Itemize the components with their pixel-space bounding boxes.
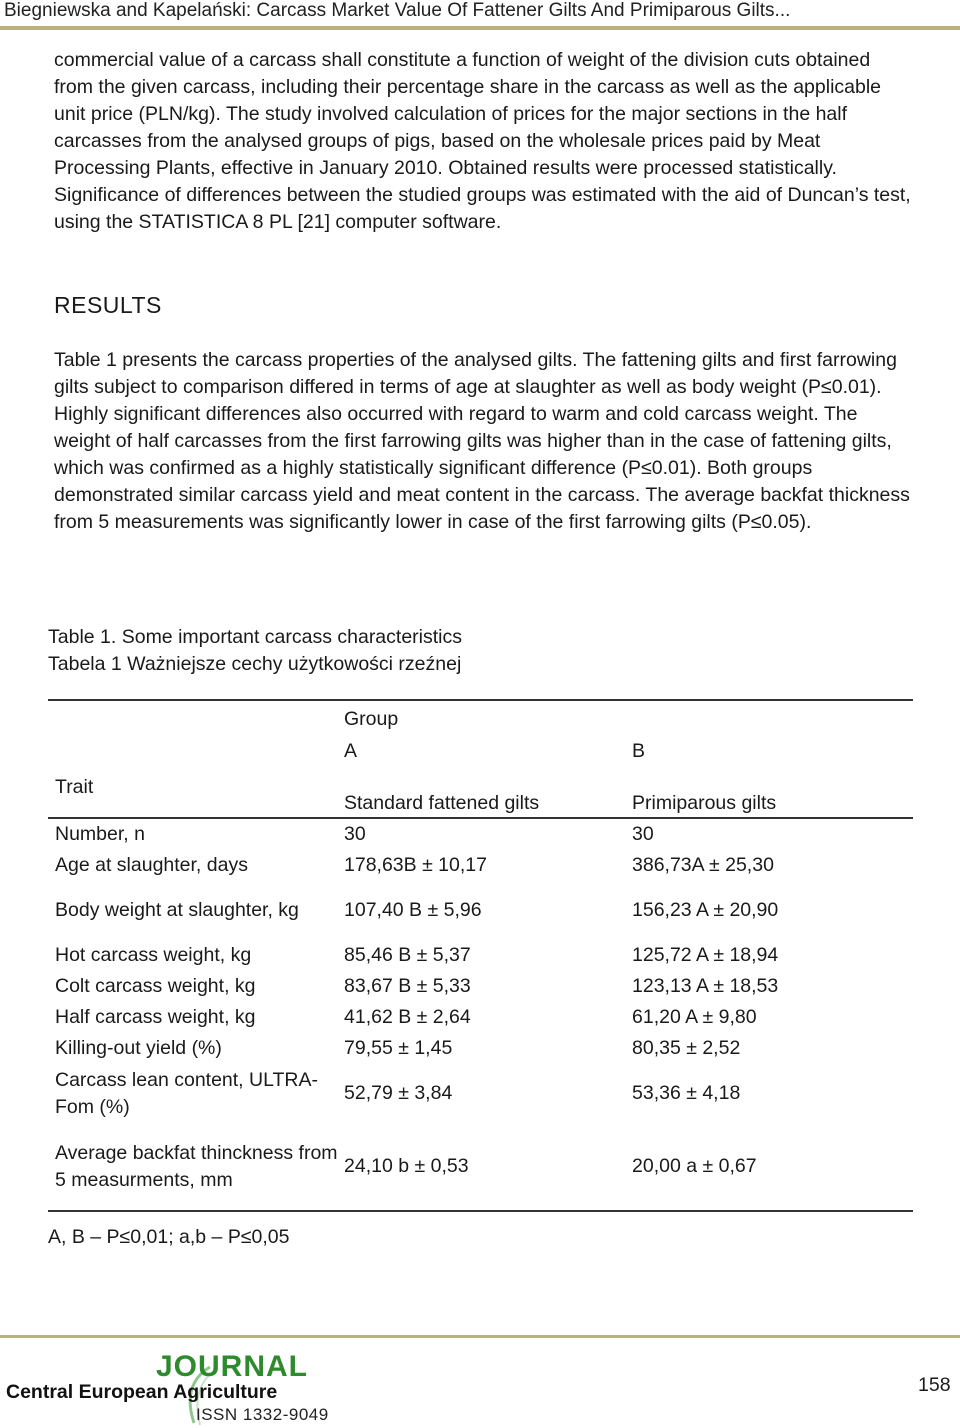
- header-subtitle-b: Primiparous gilts: [632, 792, 777, 814]
- group-b-cell: 80,35 ± 2,52: [632, 1037, 741, 1059]
- trait-cell: Half carcass weight, kg: [55, 1006, 256, 1028]
- header-trait: Trait: [55, 776, 94, 798]
- body-paragraph-1: commercial value of a carcass shall constitute a function of weight of the division cuts obtained from the given carcass, including their percentage share in the carcass as well as the applicable unit price (PLN/kg). The study involved calculation of prices for the major sections in the half carcasses from the analysed groups of pigs, based on the wholesale prices paid by Meat Processing Plants, effective in January 2010. Obtained results were processed statistically. Significance of differences between the studied groups was estimated with the aid of Duncan’s test, using the STATISTICA 8 PL [21] computer software.: [54, 49, 911, 233]
- group-b-cell: 20,00 a ± 0,67: [632, 1155, 757, 1177]
- trait-cell: Colt carcass weight, kg: [55, 975, 256, 997]
- group-b-cell: 125,72 A ± 18,94: [632, 944, 779, 966]
- group-a-cell: 85,46 B ± 5,37: [344, 944, 471, 966]
- table-row: [48, 1033, 913, 1064]
- group-b-cell: 61,20 A ± 9,80: [632, 1006, 757, 1028]
- group-a-cell: 107,40 B ± 5,96: [344, 899, 482, 921]
- table-row: [48, 940, 913, 971]
- footer-rule: [0, 1335, 960, 1338]
- running-head: Biegniewska and Kapelański: Carcass Market Value Of Fattener Gilts And Primiparous Gilts...: [4, 0, 791, 21]
- group-a-cell: 83,67 B ± 5,33: [344, 975, 471, 997]
- logo-journal-text: JOURNAL: [156, 1350, 309, 1383]
- section-heading-results: RESULTS: [54, 292, 162, 318]
- group-a-cell: 41,62 B ± 2,64: [344, 1006, 471, 1028]
- table-caption-polish: Tabela 1 Ważniejsze cechy użytkowości rzeźnej: [48, 653, 462, 675]
- table-row: [48, 1123, 913, 1210]
- trait-cell: Hot carcass weight, kg: [55, 944, 252, 966]
- header-group-label: Group: [344, 708, 399, 730]
- table-row: [48, 971, 913, 1002]
- group-b-cell: 386,73A ± 25,30: [632, 854, 774, 876]
- table-row: [48, 881, 913, 940]
- table-row: [48, 850, 913, 881]
- header-subtitle-a: Standard fattened gilts: [344, 792, 540, 814]
- trait-cell: Age at slaughter, days: [55, 854, 248, 876]
- page-number: 158: [918, 1374, 951, 1396]
- group-b-cell: 53,36 ± 4,18: [632, 1082, 741, 1104]
- group-a-cell: 52,79 ± 3,84: [344, 1082, 453, 1104]
- table-footnote: A, B – P≤0,01; a,b – P≤0,05: [48, 1226, 290, 1248]
- logo-issn: ISSN 1332-9049: [196, 1405, 329, 1424]
- header-group-a: A: [344, 740, 358, 762]
- trait-cell: Number, n: [55, 823, 145, 845]
- group-a-cell: 24,10 b ± 0,53: [344, 1155, 469, 1177]
- group-a-cell: 30: [344, 823, 366, 845]
- journal-logo: [0, 1345, 340, 1428]
- group-a-cell: 79,55 ± 1,45: [344, 1037, 453, 1059]
- table-row: [48, 819, 913, 850]
- header-group-b: B: [632, 740, 646, 762]
- carcass-characteristics-table: [48, 699, 913, 1212]
- logo-subtitle: Central European Agriculture: [6, 1381, 278, 1403]
- group-a-cell: 178,63B ± 10,17: [344, 854, 487, 876]
- table-row: [48, 1002, 913, 1033]
- trait-cell: Killing-out yield (%): [55, 1037, 222, 1059]
- trait-cell: Body weight at slaughter, kg: [55, 899, 299, 921]
- group-b-cell: 123,13 A ± 18,53: [632, 975, 779, 997]
- trait-cell: Carcass lean content, ULTRA-Fom (%): [55, 1068, 318, 1118]
- table-header: [48, 701, 913, 819]
- group-b-cell: 156,23 A ± 20,90: [632, 899, 779, 921]
- table-caption-english: Table 1. Some important carcass characteristics: [48, 626, 462, 648]
- header-rule: [0, 26, 960, 30]
- body-paragraph-2: Table 1 presents the carcass properties of the analysed gilts. The fattening gilts and first farrowing gilts subject to comparison differed in terms of age at slaughter as well as body weight (P≤0.01). Highly significant differences also occurred with regard to warm and cold carcass weight. The weight of half carcasses from the first farrowing gilts was higher than in the case of fattening gilts, which was confirmed as a highly statistically significant difference (P≤0.01). Both groups demonstrated similar carcass yield and meat content in the carcass. The average backfat thickness from 5 measurements was significantly lower in case of the first farrowing gilts (P≤0.05).: [54, 349, 910, 533]
- group-b-cell: 30: [632, 823, 654, 845]
- trait-cell: Average backfat thinckness from 5 measurments, mm: [55, 1141, 338, 1191]
- table-row: [48, 1064, 913, 1123]
